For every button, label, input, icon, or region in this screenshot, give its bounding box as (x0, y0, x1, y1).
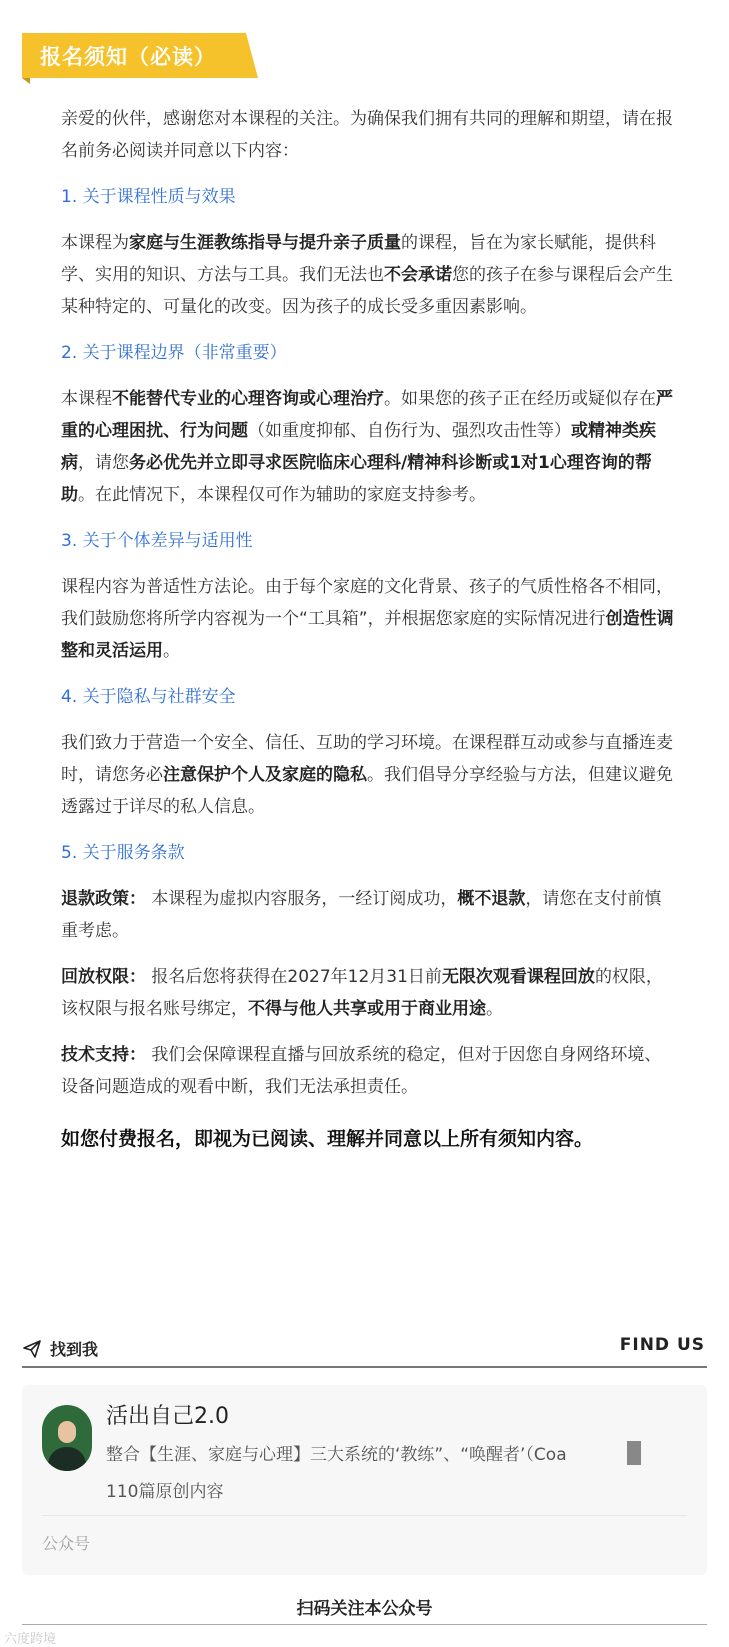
section-heading: 1. 关于课程性质与效果 (61, 187, 236, 207)
bold-text: 注意保护个人及家庭的隐私 (163, 765, 367, 785)
text-run: 报名后您将获得在2027年12月31日前 (146, 967, 442, 987)
text-run: ，请您 (78, 453, 129, 473)
bold-text: 无限次观看课程回放 (441, 967, 595, 987)
text-run: 您的孩子在参与课程后会产生某种特定的、可量化的改变。因为孩子的成长受多重因素影响。 (61, 265, 673, 317)
card-divider (42, 1515, 687, 1516)
text-run: 本课程为虚拟内容服务，一经订阅成功， (146, 889, 458, 909)
find-us-label-en: FIND US (619, 1335, 705, 1355)
text-run: 。如果您的孩子正在经历或疑似存在 (384, 389, 656, 409)
text-run: 的权限，该权限与报名账号绑定， (61, 967, 663, 1019)
text-run: （如重度抑郁、自伤行为、强烈攻击性等） (248, 421, 571, 441)
notice-content (61, 103, 676, 1155)
avatar (42, 1405, 92, 1471)
section-heading: 5. 关于服务条款 (61, 843, 185, 863)
section-heading: 4. 关于隐私与社群安全 (61, 687, 236, 707)
account-card[interactable] (22, 1385, 707, 1575)
text-run: 我们会保障课程直播与回放系统的稳定，但对于因您自身网络环境、设备问题造成的观看中断，我们无法承担责任。 (61, 1045, 662, 1097)
bold-text: 或精神类疾病 (61, 421, 656, 473)
section-heading: 3. 关于个体差异与适用性 (61, 531, 253, 551)
bold-text: 不得与他人共享或用于商业用途 (248, 999, 486, 1019)
account-description: 整合【生涯、家庭与心理】三大系统的‘教练”、“唤醒者’（Coa (106, 1445, 567, 1465)
intro-paragraph: 亲爱的伙伴，感谢您对本课程的关注。为确保我们拥有共同的理解和期望，请在报名前务必阅读并同意以下内容： (61, 109, 673, 161)
divider (22, 1366, 707, 1368)
text-run: 本课程 (61, 389, 112, 409)
text-run: 。 (486, 999, 503, 1019)
article-count: 110篇原创内容 (106, 1482, 224, 1502)
section-heading: 2. 关于课程边界（非常重要） (61, 343, 287, 363)
bold-text: 严重的心理困扰、行为问题 (61, 389, 673, 441)
banner-title: 报名须知（必读） (40, 45, 216, 69)
text-run: ，请您在支付前慎重考虑。 (61, 889, 662, 941)
closing-statement: 如您付费报名，即视为已阅读、理解并同意以上所有须知内容。 (61, 1128, 594, 1150)
bold-text: 务必优先并立即寻求医院临床心理科/精神科诊断或1对1心理咨询的帮助 (61, 453, 652, 505)
section-paragraph (61, 571, 676, 667)
find-us-label: 找到我 (50, 1340, 99, 1359)
text-run: 。我们倡导分享经验与方法，但建议避免透露过于详尽的私人信息。 (61, 765, 673, 817)
notice-banner (22, 33, 258, 78)
bold-text: 不会承诺 (384, 265, 452, 285)
avatar-face (58, 1421, 76, 1443)
scan-follow-text: 扫码关注本公众号 (296, 1599, 433, 1619)
account-name: 活出自己2.0 (106, 1404, 229, 1429)
account-type: 公众号 (42, 1534, 91, 1553)
text-run: 的课程，旨在为家长赋能，提供科学、实用的知识、方法与工具。我们无法也 (61, 233, 656, 285)
bold-text: 创造性调整和灵活运用 (61, 609, 674, 661)
bold-text: 家庭与生涯教练指导与提升亲子质量 (129, 233, 401, 253)
text-run: 课程内容为普适性方法论。由于每个家庭的文化背景、孩子的气质性格各不相同，我们鼓励您将所学内容视为一个“工具箱”，并根据您家庭的实际情况进行 (61, 577, 673, 629)
banner-fold (22, 78, 30, 84)
bold-text: 技术支持： (61, 1045, 146, 1065)
find-us-header (22, 1333, 707, 1365)
section-paragraph (61, 727, 676, 823)
watermark: 六度跨境 (4, 1632, 57, 1647)
bold-text: 不能替代专业的心理咨询或心理治疗 (112, 389, 384, 409)
paper-plane-icon (22, 1339, 42, 1359)
section-paragraph (61, 1039, 676, 1103)
bottom-divider (22, 1624, 707, 1625)
avatar-body (48, 1447, 86, 1471)
text-run: 。在此情况下，本课程仅可作为辅助的家庭支持参考。 (78, 485, 486, 505)
bold-text: 回放权限： (61, 967, 146, 987)
scroll-indicator (627, 1441, 641, 1465)
section-paragraph (61, 883, 676, 947)
section-paragraph (61, 383, 676, 511)
text-run: 我们致力于营造一个安全、信任、互助的学习环境。在课程群互动或参与直播连麦时，请您务必 (61, 733, 673, 785)
section-paragraph (61, 961, 676, 1025)
text-run: 本课程为 (61, 233, 129, 253)
bold-text: 概不退款 (457, 889, 526, 909)
sections-container (61, 181, 676, 1103)
section-paragraph (61, 227, 676, 323)
text-run: 。 (163, 641, 180, 661)
bold-text: 退款政策： (61, 889, 146, 909)
